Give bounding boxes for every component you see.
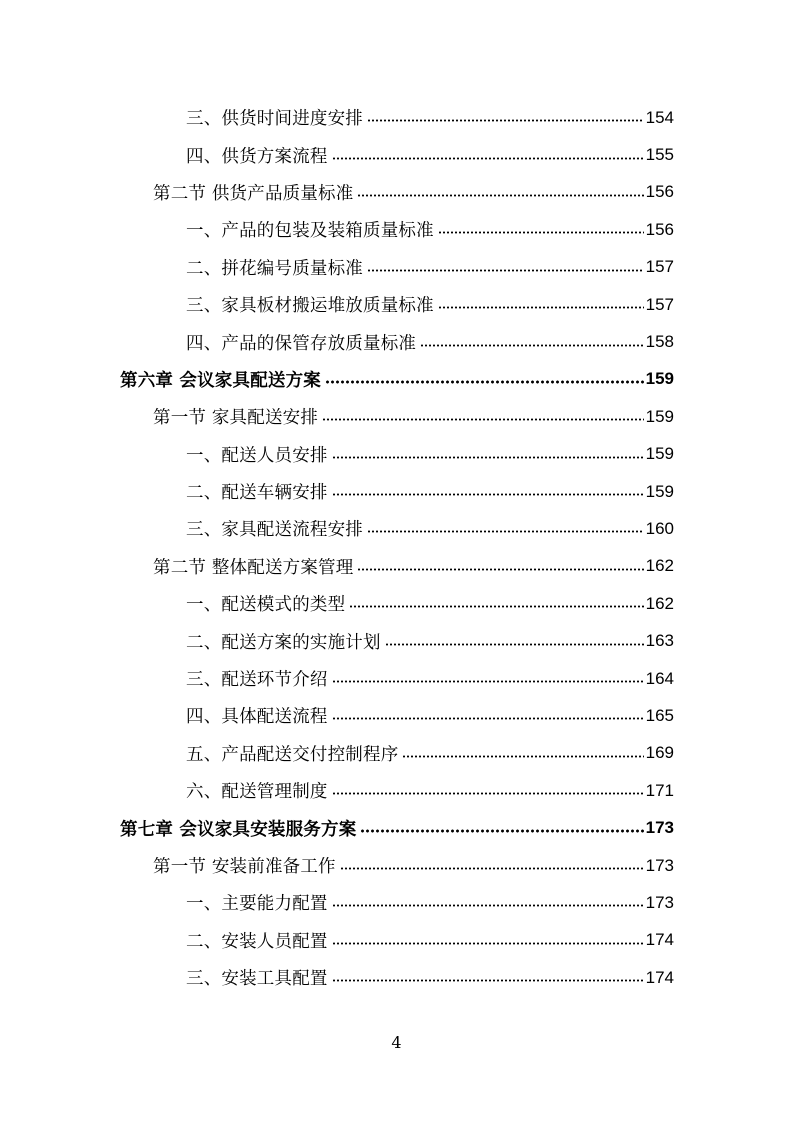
toc-entry-title: 三、安装工具配置 <box>186 969 328 990</box>
toc-entry-title: 第七章 会议家具安装服务方案 <box>120 819 357 840</box>
dot-leader <box>332 938 644 948</box>
toc-entry[interactable] <box>0 174 793 211</box>
dot-leader <box>332 490 644 500</box>
dot-leader <box>332 677 644 687</box>
toc-entry[interactable] <box>0 436 793 473</box>
dot-leader <box>332 976 644 986</box>
toc-page-number: 159 <box>645 444 674 464</box>
toc-entry[interactable] <box>0 772 793 809</box>
toc-entry[interactable] <box>0 323 793 360</box>
toc-entry-title: 六、配送管理制度 <box>186 782 328 803</box>
toc-entry-title: 第六章 会议家具配送方案 <box>120 370 321 391</box>
toc-entry[interactable] <box>0 697 793 734</box>
dot-leader <box>438 228 644 238</box>
toc-page-number: 173 <box>645 855 674 875</box>
toc-entry-title: 一、配送模式的类型 <box>186 595 346 616</box>
dot-leader <box>367 527 644 537</box>
toc-entry[interactable] <box>0 959 793 996</box>
toc-page-number: 169 <box>645 743 674 763</box>
toc-entry[interactable] <box>0 249 793 286</box>
toc-entry[interactable] <box>0 660 793 697</box>
toc-entry-title: 一、配送人员安排 <box>186 445 328 466</box>
toc-entry-title: 二、安装人员配置 <box>186 931 328 952</box>
toc-entry[interactable] <box>0 847 793 884</box>
dot-leader <box>340 864 644 874</box>
dot-leader <box>420 340 644 350</box>
toc-entry-title: 五、产品配送交付控制程序 <box>186 744 399 765</box>
toc-entry-title: 四、供货方案流程 <box>186 146 328 167</box>
dot-leader <box>332 789 644 799</box>
toc-entry-chapter[interactable] <box>0 809 793 846</box>
toc-page-number: 174 <box>645 967 674 987</box>
toc-entry-title: 一、产品的包装及装箱质量标准 <box>186 221 434 242</box>
toc-page-number: 156 <box>645 219 674 239</box>
dot-leader <box>332 153 644 163</box>
table-of-contents <box>0 99 793 996</box>
toc-page-number: 159 <box>645 369 674 389</box>
toc-entry[interactable] <box>0 884 793 921</box>
dot-leader <box>349 602 643 612</box>
toc-page-number: 158 <box>645 332 674 352</box>
toc-page-number: 155 <box>645 145 674 165</box>
toc-page-number: 162 <box>645 593 674 613</box>
dot-leader <box>367 265 644 275</box>
toc-page-number: 173 <box>645 818 674 838</box>
toc-page-number: 154 <box>645 107 674 127</box>
toc-page-number: 157 <box>645 257 674 277</box>
toc-entry-title: 二、配送方案的实施计划 <box>186 632 381 653</box>
toc-entry[interactable] <box>0 585 793 622</box>
dot-leader <box>325 377 644 387</box>
toc-entry-title: 三、配送环节介绍 <box>186 670 328 691</box>
toc-entry[interactable] <box>0 622 793 659</box>
toc-page-number: 171 <box>645 780 674 800</box>
dot-leader <box>438 303 644 313</box>
toc-entry[interactable] <box>0 99 793 136</box>
toc-entry[interactable] <box>0 473 793 510</box>
toc-entry[interactable] <box>0 211 793 248</box>
toc-entry[interactable] <box>0 136 793 173</box>
toc-entry-title: 三、家具配送流程安排 <box>186 520 363 541</box>
toc-entry[interactable] <box>0 735 793 772</box>
toc-page-number: 156 <box>645 182 674 202</box>
dot-leader <box>385 639 644 649</box>
toc-page-number: 164 <box>645 668 674 688</box>
page-number: 4 <box>391 1033 402 1052</box>
toc-page-number: 159 <box>645 481 674 501</box>
toc-page-number: 174 <box>645 930 674 950</box>
toc-entry[interactable] <box>0 922 793 959</box>
toc-entry-title: 三、供货时间进度安排 <box>186 109 363 130</box>
toc-entry-title: 四、具体配送流程 <box>186 707 328 728</box>
dot-leader <box>357 564 643 574</box>
toc-entry[interactable] <box>0 510 793 547</box>
toc-entry-title: 第一节 安装前准备工作 <box>153 857 336 877</box>
dot-leader <box>332 901 644 911</box>
toc-page-number: 157 <box>645 294 674 314</box>
toc-entry-title: 第二节 整体配送方案管理 <box>153 557 354 578</box>
toc-entry-title: 第一节 家具配送安排 <box>153 408 319 429</box>
toc-entry-title: 二、拼花编号质量标准 <box>186 258 363 279</box>
dot-leader <box>332 714 644 724</box>
dot-leader <box>357 190 643 200</box>
toc-entry[interactable] <box>0 548 793 585</box>
toc-entry-chapter[interactable] <box>0 361 793 398</box>
toc-page-number: 163 <box>645 631 674 651</box>
toc-page-number: 165 <box>645 705 674 725</box>
dot-leader <box>322 415 644 425</box>
dot-leader <box>360 826 643 836</box>
toc-entry[interactable] <box>0 398 793 435</box>
toc-entry-title: 四、产品的保管存放质量标准 <box>186 333 417 354</box>
toc-page-number: 159 <box>645 406 674 426</box>
toc-page-number: 160 <box>645 518 674 538</box>
dot-leader <box>402 751 643 761</box>
dot-leader <box>367 116 644 126</box>
toc-entry-title: 三、家具板材搬运堆放质量标准 <box>186 296 434 317</box>
toc-page-number: 173 <box>645 892 674 912</box>
toc-entry-title: 一、主要能力配置 <box>186 894 328 915</box>
toc-entry-title: 第二节 供货产品质量标准 <box>153 183 354 204</box>
toc-entry[interactable] <box>0 286 793 323</box>
toc-entry-title: 二、配送车辆安排 <box>186 483 328 504</box>
dot-leader <box>332 452 644 462</box>
toc-page-number: 162 <box>645 556 674 576</box>
